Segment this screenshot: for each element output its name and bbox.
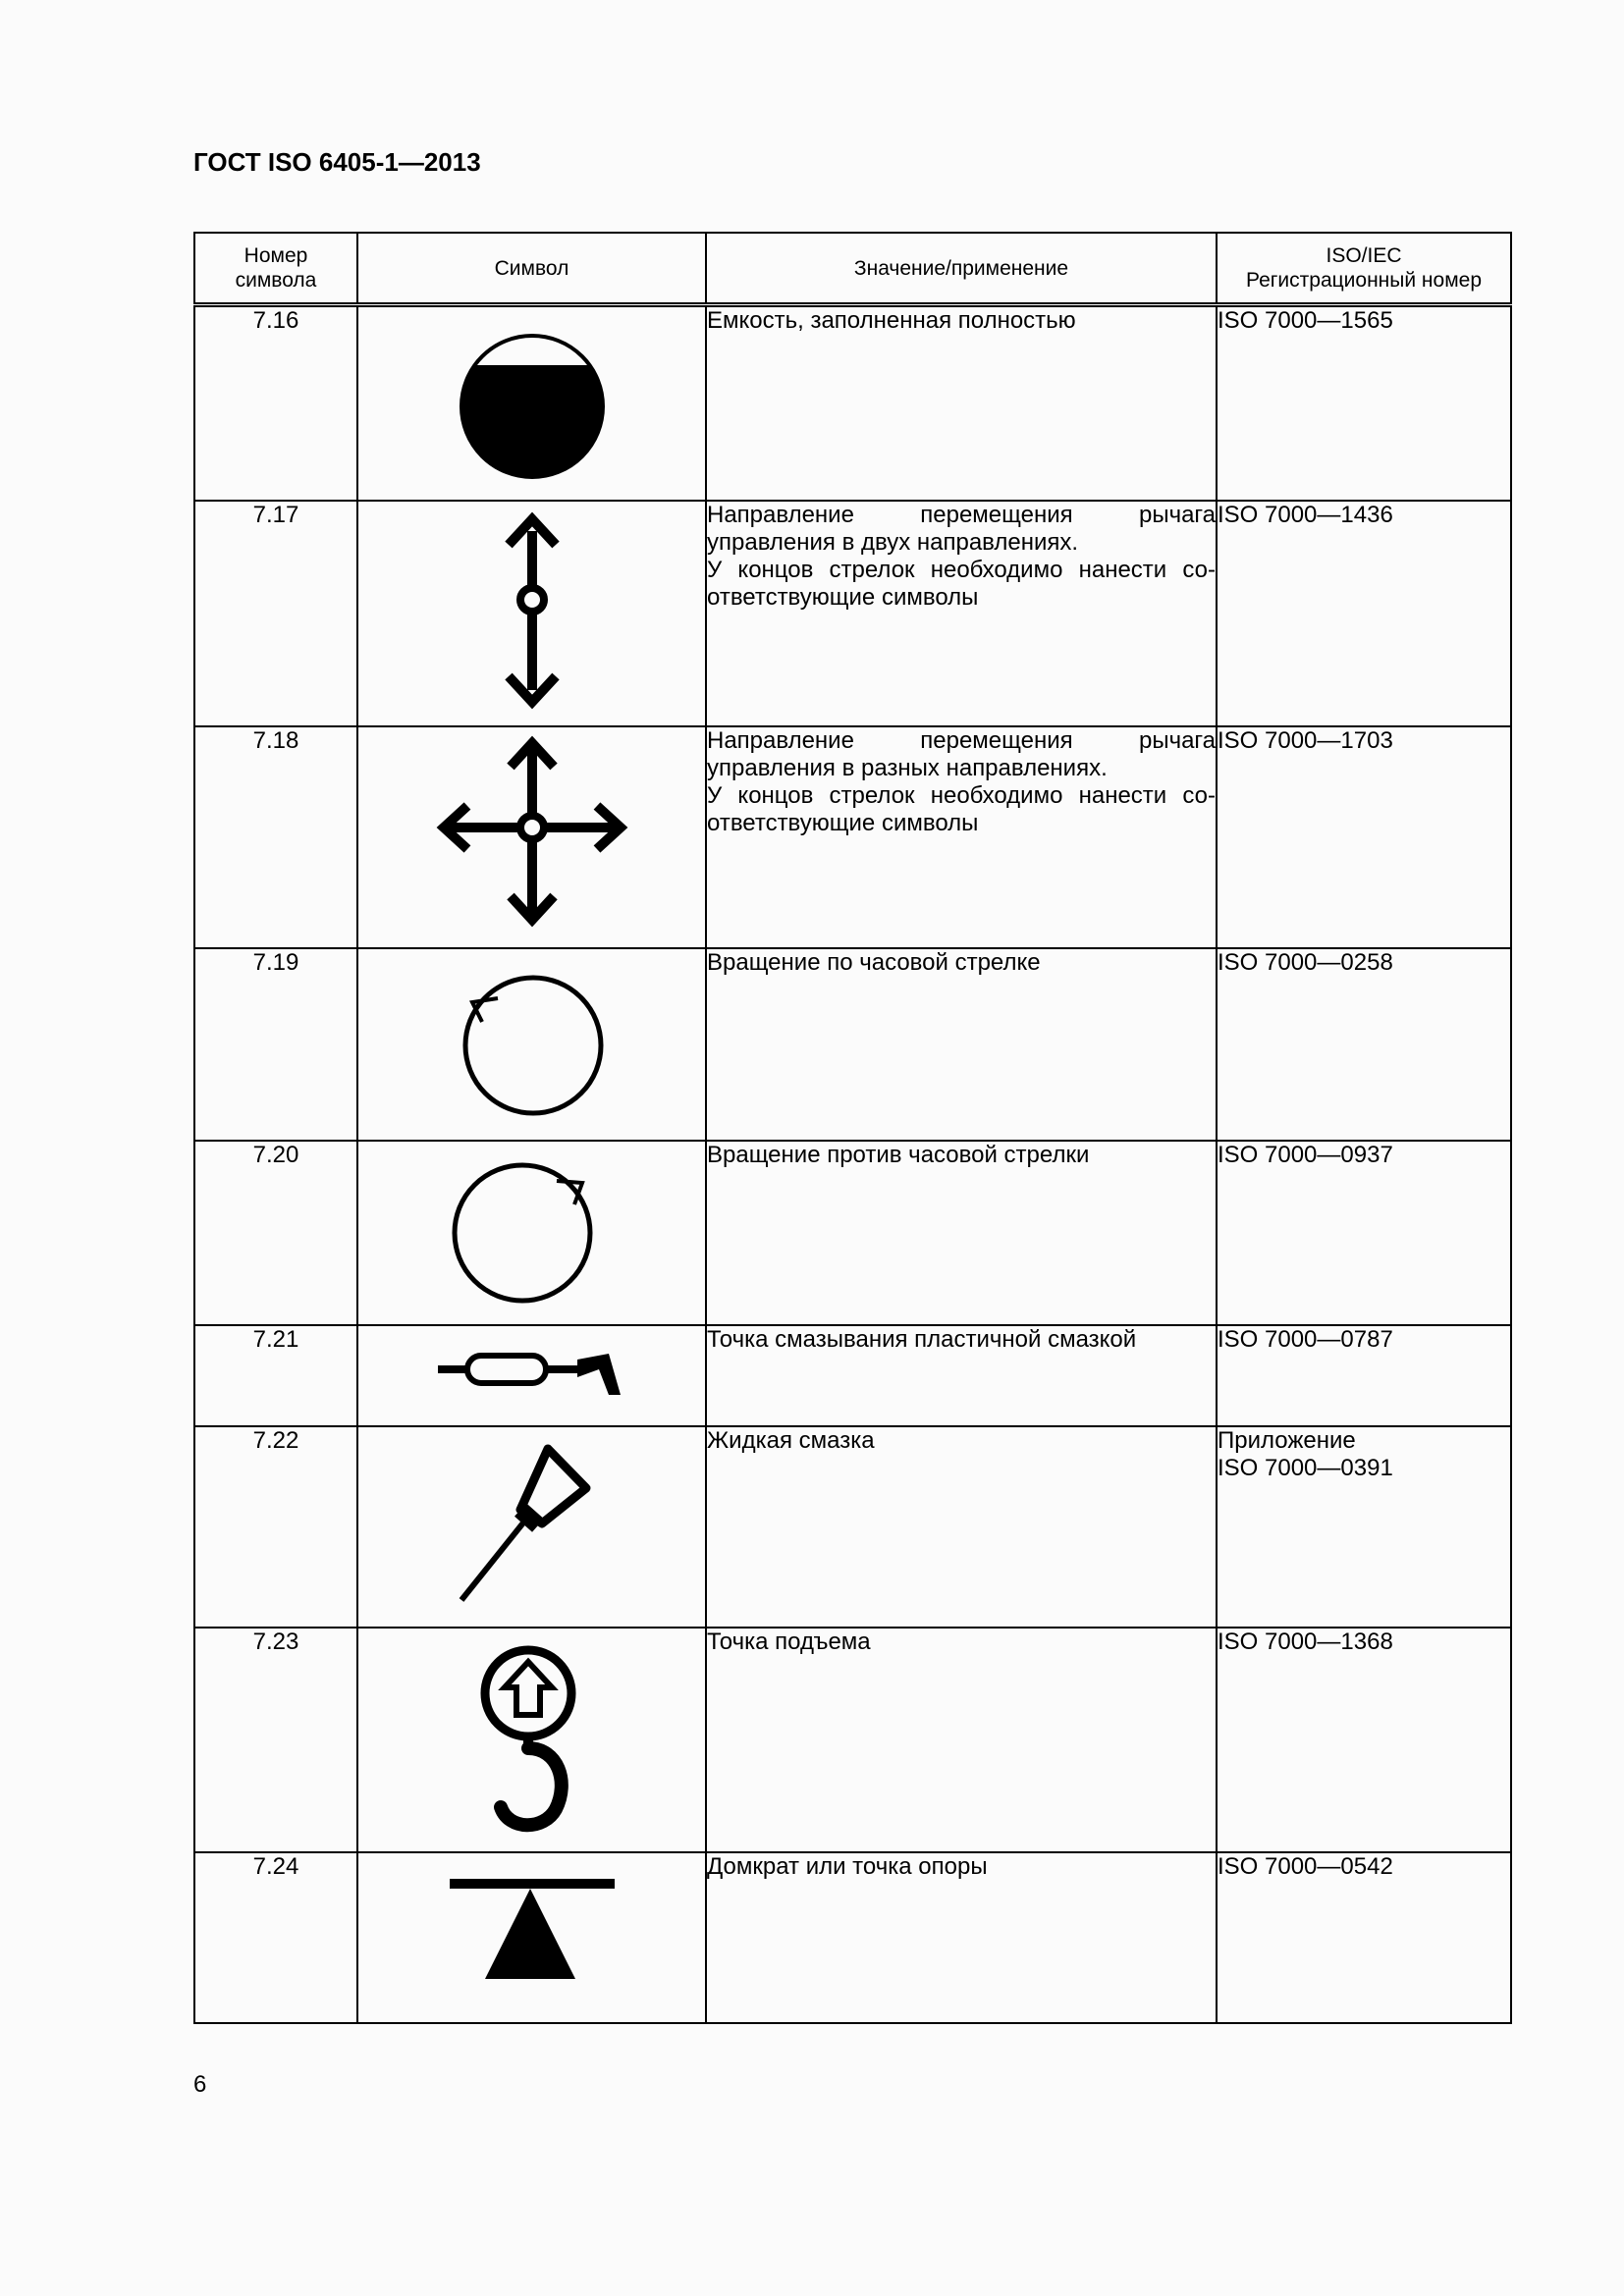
meaning-cell (706, 1325, 1217, 1426)
header-registration (1217, 233, 1511, 305)
table-row (194, 948, 1511, 1141)
meaning-cell (706, 1628, 1217, 1852)
symbol-cell (357, 726, 706, 948)
symbol-number: 7.16 (194, 305, 357, 501)
header-number-line: символа (235, 269, 317, 292)
symbol-cell (357, 1628, 706, 1852)
meaning-line: Вращение по часовой стрелке (707, 948, 1041, 976)
table-row (194, 1852, 1511, 2023)
meaning-line: Емкость, заполненная полностью (707, 307, 1076, 334)
meaning-cell (706, 501, 1217, 726)
registration-cell (1217, 1628, 1511, 1852)
registration-cell (1217, 948, 1511, 1141)
table-row (194, 726, 1511, 948)
jack-support-point-icon (444, 1853, 621, 2001)
two-direction-lever-icon (483, 502, 581, 718)
registration-number: Приложение (1218, 1426, 1356, 1454)
meaning-line: Направление перемещения рычага (707, 501, 1216, 528)
table-header-row (194, 233, 1511, 305)
symbol-number: 7.24 (194, 1852, 357, 2023)
header-meaning: Значение/применение (706, 233, 1217, 305)
registration-cell (1217, 501, 1511, 726)
header-symbol: Символ (357, 233, 706, 305)
symbol-cell (357, 1141, 706, 1325)
meaning-line: Жидкая смазка (707, 1426, 875, 1454)
symbol-cell (357, 948, 706, 1141)
registration-number: ISO 7000—0542 (1218, 1852, 1393, 1880)
container-full-icon (454, 307, 611, 484)
registration-number: ISO 7000—0787 (1218, 1325, 1393, 1353)
registration-number: ISO 7000—1368 (1218, 1628, 1393, 1655)
counterclockwise-rotation-icon (449, 1142, 616, 1318)
registration-cell (1217, 1141, 1511, 1325)
symbol-number: 7.18 (194, 726, 357, 948)
registration-cell (1217, 726, 1511, 948)
meaning-cell (706, 726, 1217, 948)
symbol-cell (357, 501, 706, 726)
oil-can-icon (434, 1427, 630, 1624)
header-registration-line: ISO/IEC (1326, 244, 1402, 267)
multi-direction-lever-icon (434, 727, 630, 938)
header-number (194, 233, 357, 305)
registration-cell (1217, 1852, 1511, 2023)
meaning-line: У концов стрелок необходимо нанести со- (707, 781, 1216, 809)
registration-number: ISO 7000—1565 (1218, 307, 1393, 334)
symbol-number: 7.23 (194, 1628, 357, 1852)
table-row (194, 1325, 1511, 1426)
header-number-line: Номер (244, 244, 308, 267)
meaning-line: У концов стрелок необходимо нанести со- (707, 556, 1216, 583)
symbol-cell (357, 1426, 706, 1628)
symbol-number: 7.20 (194, 1141, 357, 1325)
meaning-line: Точка подъема (707, 1628, 871, 1655)
meaning-line: управления в двух направлениях. (707, 528, 1079, 556)
registration-number: ISO 7000—1703 (1218, 726, 1393, 754)
table-row (194, 1426, 1511, 1628)
symbol-number: 7.19 (194, 948, 357, 1141)
meaning-line: управления в разных направлениях. (707, 754, 1108, 781)
registration-cell (1217, 305, 1511, 501)
registration-number: ISO 7000—1436 (1218, 501, 1393, 528)
lifting-point-icon (473, 1629, 591, 1844)
meaning-cell (706, 1852, 1217, 2023)
meaning-line: Точка смазывания пластичной смазкой (707, 1325, 1137, 1353)
grease-point-icon (434, 1326, 630, 1405)
meaning-line: ответствующие символы (707, 809, 979, 836)
symbol-number: 7.17 (194, 501, 357, 726)
table-row (194, 501, 1511, 726)
meaning-cell (706, 948, 1217, 1141)
registration-cell (1217, 1325, 1511, 1426)
table-row (194, 1628, 1511, 1852)
meaning-line: Направление перемещения рычага (707, 726, 1216, 754)
symbol-cell (357, 1325, 706, 1426)
meaning-cell (706, 305, 1217, 501)
table-row (194, 305, 1511, 501)
registration-number: ISO 7000—0258 (1218, 948, 1393, 976)
symbol-cell (357, 305, 706, 501)
registration-number: ISO 7000—0937 (1218, 1141, 1393, 1168)
meaning-cell (706, 1426, 1217, 1628)
clockwise-rotation-icon (449, 949, 616, 1131)
symbol-number: 7.21 (194, 1325, 357, 1426)
page-number: 6 (193, 2071, 207, 2098)
table-row (194, 1141, 1511, 1325)
symbol-cell (357, 1852, 706, 2023)
registration-cell (1217, 1426, 1511, 1628)
meaning-line: Домкрат или точка опоры (707, 1852, 988, 1880)
meaning-cell (706, 1141, 1217, 1325)
registration-number: ISO 7000—0391 (1218, 1454, 1393, 1481)
document-header: ГОСТ ISO 6405-1—2013 (193, 147, 481, 177)
header-registration-line: Регистрационный номер (1246, 269, 1482, 292)
meaning-line: ответствующие символы (707, 583, 979, 611)
symbols-table (193, 232, 1512, 2024)
symbol-number: 7.22 (194, 1426, 357, 1628)
meaning-line: Вращение против часовой стрелки (707, 1141, 1090, 1168)
